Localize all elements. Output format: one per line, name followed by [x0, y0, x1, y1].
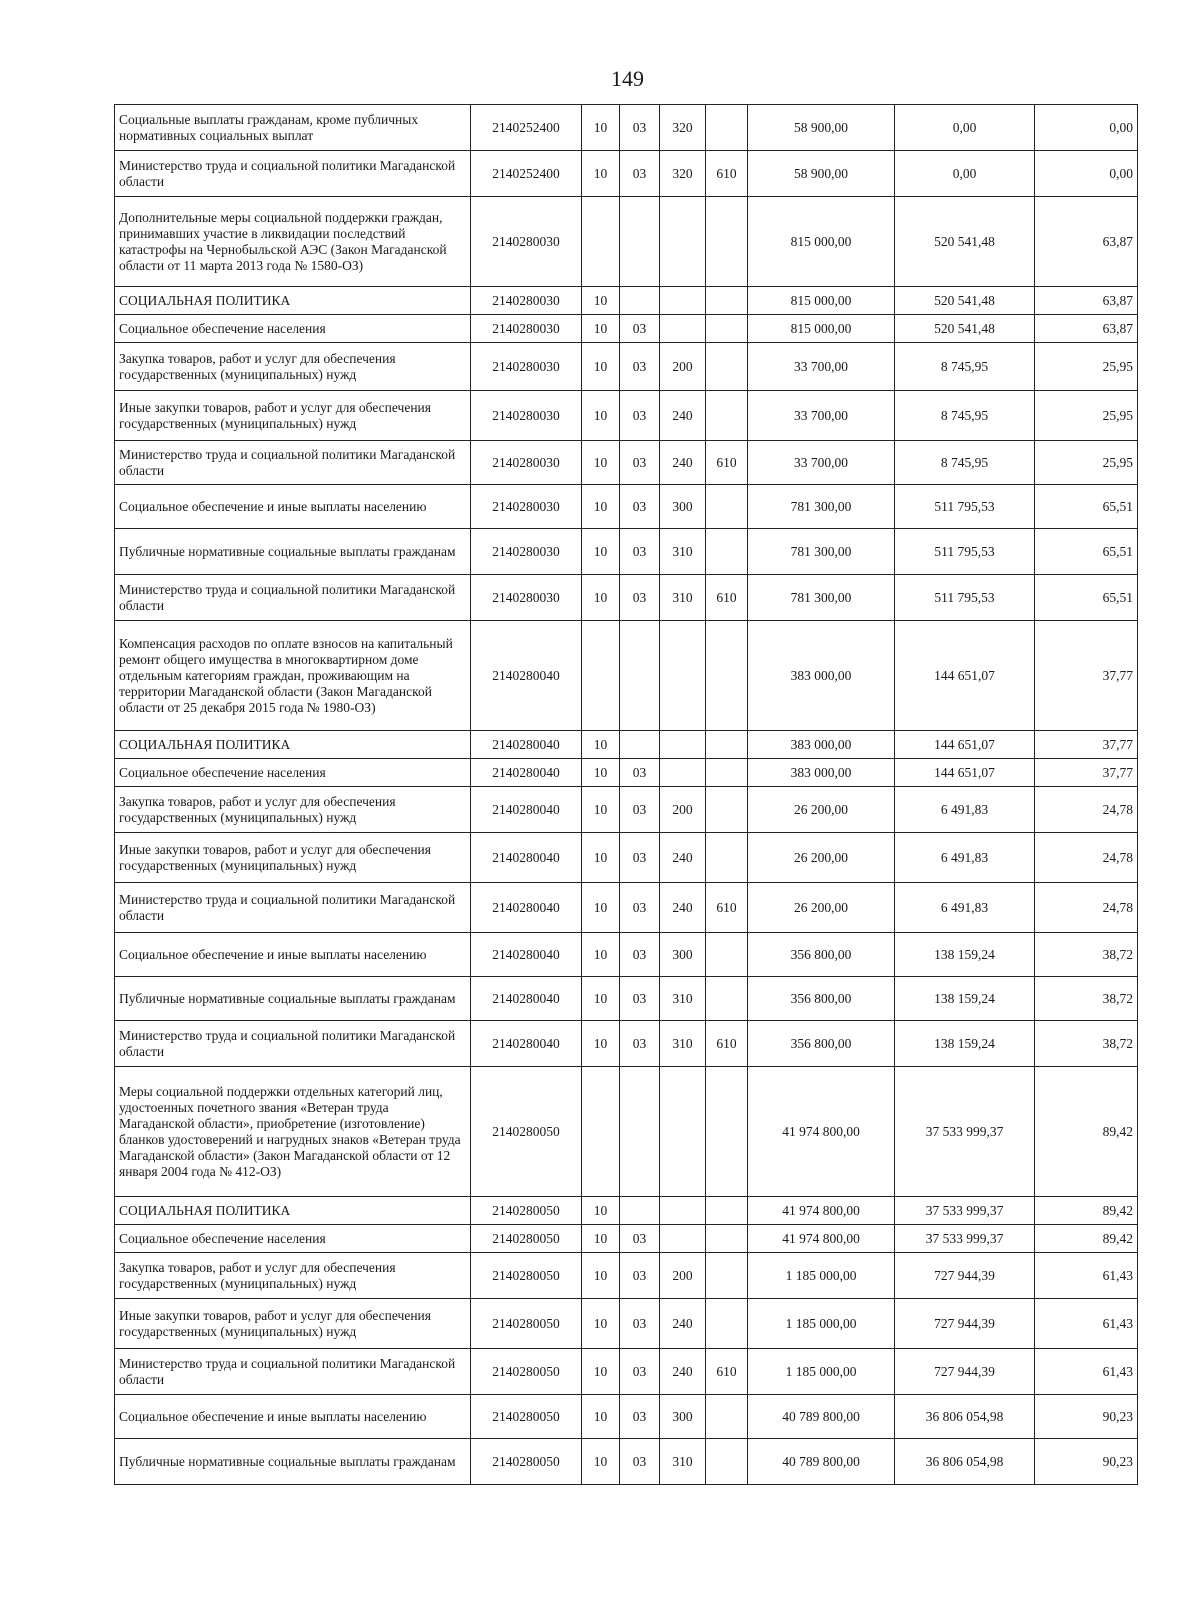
row-code-cell: 2140280040: [471, 933, 582, 977]
row-name-cell: Иные закупки товаров, работ и услуг для обеспечения государственных (муниципальных) нужд: [115, 833, 471, 883]
row-section-cell: 10: [582, 1021, 620, 1067]
row-code-cell: 2140280030: [471, 485, 582, 529]
row-subsection-cell: [620, 731, 660, 759]
row-section-cell: 10: [582, 529, 620, 575]
row-fact-cell: 520 541,48: [895, 197, 1035, 287]
row-percent-cell: 65,51: [1035, 485, 1138, 529]
row-subsection-cell: 03: [620, 833, 660, 883]
row-section-cell: 10: [582, 315, 620, 343]
table-row: [115, 151, 1138, 197]
row-section-cell: [582, 621, 620, 731]
row-plan-cell: 356 800,00: [748, 933, 895, 977]
row-percent-cell: 38,72: [1035, 933, 1138, 977]
table-row: [115, 1021, 1138, 1067]
row-percent-cell: 63,87: [1035, 197, 1138, 287]
row-code-cell: 2140280030: [471, 315, 582, 343]
row-kvr-cell: 200: [660, 343, 706, 391]
table-row: [115, 933, 1138, 977]
row-percent-cell: 0,00: [1035, 151, 1138, 197]
row-subsection-cell: [620, 287, 660, 315]
row-kvr-cell: [660, 731, 706, 759]
table-row: [115, 1197, 1138, 1225]
table-row: [115, 529, 1138, 575]
row-percent-cell: 61,43: [1035, 1253, 1138, 1299]
row-kvr-cell: 310: [660, 529, 706, 575]
row-section-cell: 10: [582, 787, 620, 833]
row-fact-cell: 727 944,39: [895, 1349, 1035, 1395]
table-row: [115, 1067, 1138, 1197]
row-kvr-cell: [660, 1225, 706, 1253]
row-name-cell: Дополнительные меры социальной поддержки граждан, принимавших участие в ликвидации последствий катастрофы на Чернобыльской АЭС (Закон Магаданской области от 11 марта 2013 года № 1580-ОЗ): [115, 197, 471, 287]
row-subsection-cell: 03: [620, 977, 660, 1021]
row-subsection-cell: 03: [620, 151, 660, 197]
row-kvr-cell: [660, 759, 706, 787]
row-code-cell: 2140280040: [471, 977, 582, 1021]
row-code-cell: 2140280040: [471, 759, 582, 787]
row-percent-cell: 63,87: [1035, 287, 1138, 315]
row-plan-cell: 58 900,00: [748, 105, 895, 151]
row-kvsr-cell: 610: [706, 1021, 748, 1067]
row-percent-cell: 38,72: [1035, 1021, 1138, 1067]
table-row: [115, 731, 1138, 759]
table-row: [115, 391, 1138, 441]
row-percent-cell: 63,87: [1035, 315, 1138, 343]
row-name-cell: Иные закупки товаров, работ и услуг для обеспечения государственных (муниципальных) нужд: [115, 391, 471, 441]
row-code-cell: 2140280050: [471, 1197, 582, 1225]
row-fact-cell: 511 795,53: [895, 485, 1035, 529]
row-section-cell: 10: [582, 731, 620, 759]
row-name-cell: Социальное обеспечение населения: [115, 315, 471, 343]
page-number: 149: [611, 66, 644, 91]
row-kvr-cell: [660, 315, 706, 343]
row-kvr-cell: 320: [660, 151, 706, 197]
row-kvsr-cell: [706, 287, 748, 315]
row-kvsr-cell: 610: [706, 575, 748, 621]
table-row: [115, 1395, 1138, 1439]
row-kvsr-cell: [706, 787, 748, 833]
row-fact-cell: 727 944,39: [895, 1253, 1035, 1299]
row-subsection-cell: [620, 197, 660, 287]
row-percent-cell: 0,00: [1035, 105, 1138, 151]
row-fact-cell: 511 795,53: [895, 529, 1035, 575]
row-subsection-cell: 03: [620, 933, 660, 977]
row-section-cell: 10: [582, 105, 620, 151]
row-percent-cell: 25,95: [1035, 441, 1138, 485]
row-section-cell: 10: [582, 977, 620, 1021]
row-name-cell: Министерство труда и социальной политики Магаданской области: [115, 151, 471, 197]
row-code-cell: 2140280030: [471, 343, 582, 391]
row-name-cell: Социальное обеспечение населения: [115, 1225, 471, 1253]
row-percent-cell: 24,78: [1035, 883, 1138, 933]
row-percent-cell: 37,77: [1035, 759, 1138, 787]
row-fact-cell: 0,00: [895, 105, 1035, 151]
row-fact-cell: 37 533 999,37: [895, 1067, 1035, 1197]
row-name-cell: Министерство труда и социальной политики Магаданской области: [115, 441, 471, 485]
row-code-cell: 2140280030: [471, 391, 582, 441]
row-name-cell: Министерство труда и социальной политики Магаданской области: [115, 883, 471, 933]
row-kvsr-cell: [706, 343, 748, 391]
row-plan-cell: 41 974 800,00: [748, 1197, 895, 1225]
row-kvsr-cell: [706, 485, 748, 529]
row-name-cell: Социальное обеспечение и иные выплаты населению: [115, 933, 471, 977]
row-percent-cell: 24,78: [1035, 787, 1138, 833]
row-subsection-cell: 03: [620, 787, 660, 833]
row-plan-cell: 26 200,00: [748, 833, 895, 883]
row-subsection-cell: 03: [620, 441, 660, 485]
table-row: [115, 833, 1138, 883]
row-kvr-cell: 300: [660, 485, 706, 529]
row-subsection-cell: 03: [620, 1253, 660, 1299]
row-kvr-cell: 240: [660, 883, 706, 933]
row-percent-cell: 38,72: [1035, 977, 1138, 1021]
row-kvsr-cell: 610: [706, 441, 748, 485]
row-name-cell: Закупка товаров, работ и услуг для обеспечения государственных (муниципальных) нужд: [115, 1253, 471, 1299]
row-section-cell: 10: [582, 1349, 620, 1395]
row-plan-cell: 41 974 800,00: [748, 1225, 895, 1253]
row-kvr-cell: 240: [660, 1349, 706, 1395]
budget-table: [114, 104, 1138, 1485]
table-row: [115, 197, 1138, 287]
row-fact-cell: 144 651,07: [895, 731, 1035, 759]
row-kvr-cell: 310: [660, 977, 706, 1021]
row-name-cell: Меры социальной поддержки отдельных категорий лиц, удостоенных почетного звания «Ветеран труда Магаданской области», приобретение (изготовление) бланков удостоверений и нагрудных знаков «Ветеран труда Магаданской области» (Закон Магаданской области от 12 января 2004 года № 412-ОЗ): [115, 1067, 471, 1197]
table-row: [115, 485, 1138, 529]
row-name-cell: Компенсация расходов по оплате взносов на капитальный ремонт общего имущества в многоквартирном доме отдельным категориям граждан, проживающим на территории Магаданской области (Закон Магаданской области от 25 декабря 2015 года № 1980-ОЗ): [115, 621, 471, 731]
row-code-cell: 2140280050: [471, 1225, 582, 1253]
row-section-cell: 10: [582, 1299, 620, 1349]
row-code-cell: 2140280030: [471, 441, 582, 485]
row-plan-cell: 356 800,00: [748, 977, 895, 1021]
row-section-cell: 10: [582, 1253, 620, 1299]
row-code-cell: 2140280040: [471, 833, 582, 883]
row-percent-cell: 90,23: [1035, 1395, 1138, 1439]
row-plan-cell: 781 300,00: [748, 575, 895, 621]
table-row: [115, 287, 1138, 315]
table-row: [115, 441, 1138, 485]
row-plan-cell: 40 789 800,00: [748, 1439, 895, 1485]
row-kvsr-cell: [706, 1067, 748, 1197]
row-percent-cell: 65,51: [1035, 529, 1138, 575]
row-kvsr-cell: [706, 391, 748, 441]
row-plan-cell: 383 000,00: [748, 731, 895, 759]
row-subsection-cell: 03: [620, 759, 660, 787]
row-subsection-cell: 03: [620, 1349, 660, 1395]
row-plan-cell: 356 800,00: [748, 1021, 895, 1067]
row-name-cell: Социальные выплаты гражданам, кроме публичных нормативных социальных выплат: [115, 105, 471, 151]
row-subsection-cell: 03: [620, 529, 660, 575]
row-fact-cell: 138 159,24: [895, 1021, 1035, 1067]
row-plan-cell: 26 200,00: [748, 787, 895, 833]
row-kvsr-cell: [706, 731, 748, 759]
table-row: [115, 575, 1138, 621]
row-code-cell: 2140280030: [471, 287, 582, 315]
row-plan-cell: 58 900,00: [748, 151, 895, 197]
row-name-cell: Министерство труда и социальной политики Магаданской области: [115, 1349, 471, 1395]
row-fact-cell: 520 541,48: [895, 315, 1035, 343]
row-fact-cell: 6 491,83: [895, 833, 1035, 883]
table-row: [115, 787, 1138, 833]
row-plan-cell: 383 000,00: [748, 759, 895, 787]
row-section-cell: 10: [582, 1225, 620, 1253]
row-fact-cell: 8 745,95: [895, 441, 1035, 485]
row-fact-cell: 138 159,24: [895, 977, 1035, 1021]
row-section-cell: 10: [582, 759, 620, 787]
row-section-cell: 10: [582, 391, 620, 441]
row-name-cell: Социальное обеспечение населения: [115, 759, 471, 787]
table-body: [115, 105, 1138, 1485]
table-row: [115, 883, 1138, 933]
row-kvr-cell: 200: [660, 1253, 706, 1299]
row-fact-cell: 138 159,24: [895, 933, 1035, 977]
table-row: [115, 759, 1138, 787]
row-percent-cell: 89,42: [1035, 1225, 1138, 1253]
table-row: [115, 343, 1138, 391]
row-fact-cell: 36 806 054,98: [895, 1439, 1035, 1485]
row-percent-cell: 61,43: [1035, 1349, 1138, 1395]
row-kvr-cell: 310: [660, 1439, 706, 1485]
row-section-cell: 10: [582, 343, 620, 391]
row-code-cell: 2140280030: [471, 575, 582, 621]
row-fact-cell: 8 745,95: [895, 391, 1035, 441]
row-subsection-cell: [620, 621, 660, 731]
row-kvr-cell: 240: [660, 833, 706, 883]
row-kvr-cell: 240: [660, 1299, 706, 1349]
row-kvsr-cell: [706, 529, 748, 575]
row-kvr-cell: [660, 287, 706, 315]
row-fact-cell: 144 651,07: [895, 621, 1035, 731]
row-code-cell: 2140280050: [471, 1253, 582, 1299]
row-fact-cell: 511 795,53: [895, 575, 1035, 621]
row-percent-cell: 37,77: [1035, 731, 1138, 759]
row-kvr-cell: 310: [660, 1021, 706, 1067]
row-plan-cell: 815 000,00: [748, 287, 895, 315]
row-kvsr-cell: [706, 933, 748, 977]
row-kvsr-cell: [706, 1299, 748, 1349]
row-name-cell: Закупка товаров, работ и услуг для обеспечения государственных (муниципальных) нужд: [115, 343, 471, 391]
table-row: [115, 977, 1138, 1021]
row-subsection-cell: [620, 1067, 660, 1197]
row-kvr-cell: [660, 621, 706, 731]
row-kvsr-cell: [706, 315, 748, 343]
row-plan-cell: 33 700,00: [748, 343, 895, 391]
row-kvr-cell: 320: [660, 105, 706, 151]
row-plan-cell: 41 974 800,00: [748, 1067, 895, 1197]
row-name-cell: Публичные нормативные социальные выплаты гражданам: [115, 977, 471, 1021]
row-fact-cell: 8 745,95: [895, 343, 1035, 391]
row-percent-cell: 65,51: [1035, 575, 1138, 621]
row-plan-cell: 26 200,00: [748, 883, 895, 933]
row-subsection-cell: 03: [620, 1225, 660, 1253]
row-section-cell: [582, 1067, 620, 1197]
row-kvr-cell: 240: [660, 391, 706, 441]
row-section-cell: 10: [582, 485, 620, 529]
row-subsection-cell: [620, 1197, 660, 1225]
row-plan-cell: 815 000,00: [748, 197, 895, 287]
row-name-cell: СОЦИАЛЬНАЯ ПОЛИТИКА: [115, 287, 471, 315]
row-code-cell: 2140280040: [471, 1021, 582, 1067]
row-percent-cell: 37,77: [1035, 621, 1138, 731]
row-code-cell: 2140280050: [471, 1067, 582, 1197]
row-fact-cell: 37 533 999,37: [895, 1197, 1035, 1225]
table-row: [115, 621, 1138, 731]
row-plan-cell: 815 000,00: [748, 315, 895, 343]
row-plan-cell: 781 300,00: [748, 485, 895, 529]
row-subsection-cell: 03: [620, 1021, 660, 1067]
row-kvr-cell: 240: [660, 441, 706, 485]
row-code-cell: 2140280040: [471, 883, 582, 933]
row-kvr-cell: 310: [660, 575, 706, 621]
row-code-cell: 2140280050: [471, 1439, 582, 1485]
row-subsection-cell: 03: [620, 485, 660, 529]
row-kvsr-cell: [706, 621, 748, 731]
row-name-cell: Публичные нормативные социальные выплаты гражданам: [115, 1439, 471, 1485]
row-fact-cell: 520 541,48: [895, 287, 1035, 315]
row-plan-cell: 40 789 800,00: [748, 1395, 895, 1439]
row-kvsr-cell: [706, 1395, 748, 1439]
table-row: [115, 1299, 1138, 1349]
row-fact-cell: 37 533 999,37: [895, 1225, 1035, 1253]
row-kvsr-cell: 610: [706, 883, 748, 933]
table-row: [115, 1253, 1138, 1299]
row-name-cell: Иные закупки товаров, работ и услуг для обеспечения государственных (муниципальных) нужд: [115, 1299, 471, 1349]
row-kvsr-cell: [706, 1225, 748, 1253]
row-percent-cell: 61,43: [1035, 1299, 1138, 1349]
row-code-cell: 2140280030: [471, 529, 582, 575]
row-fact-cell: 727 944,39: [895, 1299, 1035, 1349]
row-kvsr-cell: [706, 833, 748, 883]
row-subsection-cell: 03: [620, 1395, 660, 1439]
row-fact-cell: 144 651,07: [895, 759, 1035, 787]
row-subsection-cell: 03: [620, 1439, 660, 1485]
row-kvsr-cell: [706, 105, 748, 151]
row-kvsr-cell: [706, 977, 748, 1021]
row-plan-cell: 33 700,00: [748, 441, 895, 485]
row-fact-cell: 6 491,83: [895, 883, 1035, 933]
row-kvsr-cell: [706, 1253, 748, 1299]
row-kvsr-cell: [706, 759, 748, 787]
row-percent-cell: 90,23: [1035, 1439, 1138, 1485]
table-row: [115, 1349, 1138, 1395]
row-name-cell: Социальное обеспечение и иные выплаты населению: [115, 1395, 471, 1439]
row-code-cell: 2140280040: [471, 787, 582, 833]
row-name-cell: Министерство труда и социальной политики Магаданской области: [115, 575, 471, 621]
row-kvsr-cell: 610: [706, 1349, 748, 1395]
row-plan-cell: 781 300,00: [748, 529, 895, 575]
row-subsection-cell: 03: [620, 391, 660, 441]
row-section-cell: [582, 197, 620, 287]
row-subsection-cell: 03: [620, 105, 660, 151]
row-name-cell: Закупка товаров, работ и услуг для обеспечения государственных (муниципальных) нужд: [115, 787, 471, 833]
table-row: [115, 1439, 1138, 1485]
row-kvsr-cell: [706, 197, 748, 287]
row-section-cell: 10: [582, 1395, 620, 1439]
row-code-cell: 2140252400: [471, 105, 582, 151]
row-kvsr-cell: [706, 1197, 748, 1225]
row-subsection-cell: 03: [620, 575, 660, 621]
row-fact-cell: 6 491,83: [895, 787, 1035, 833]
row-section-cell: 10: [582, 833, 620, 883]
row-section-cell: 10: [582, 1197, 620, 1225]
row-section-cell: 10: [582, 441, 620, 485]
table-row: [115, 105, 1138, 151]
row-subsection-cell: 03: [620, 883, 660, 933]
row-plan-cell: 1 185 000,00: [748, 1299, 895, 1349]
row-percent-cell: 25,95: [1035, 343, 1138, 391]
row-section-cell: 10: [582, 151, 620, 197]
row-code-cell: 2140280050: [471, 1299, 582, 1349]
row-section-cell: 10: [582, 883, 620, 933]
table-row: [115, 1225, 1138, 1253]
row-percent-cell: 25,95: [1035, 391, 1138, 441]
row-kvr-cell: 200: [660, 787, 706, 833]
row-percent-cell: 24,78: [1035, 833, 1138, 883]
row-kvr-cell: [660, 1067, 706, 1197]
row-kvr-cell: 300: [660, 933, 706, 977]
row-fact-cell: 36 806 054,98: [895, 1395, 1035, 1439]
row-subsection-cell: 03: [620, 1299, 660, 1349]
row-plan-cell: 33 700,00: [748, 391, 895, 441]
row-fact-cell: 0,00: [895, 151, 1035, 197]
row-percent-cell: 89,42: [1035, 1197, 1138, 1225]
row-name-cell: Публичные нормативные социальные выплаты гражданам: [115, 529, 471, 575]
row-code-cell: 2140252400: [471, 151, 582, 197]
table-row: [115, 315, 1138, 343]
row-name-cell: Социальное обеспечение и иные выплаты населению: [115, 485, 471, 529]
row-name-cell: СОЦИАЛЬНАЯ ПОЛИТИКА: [115, 731, 471, 759]
row-subsection-cell: 03: [620, 315, 660, 343]
row-section-cell: 10: [582, 1439, 620, 1485]
row-code-cell: 2140280050: [471, 1395, 582, 1439]
row-code-cell: 2140280030: [471, 197, 582, 287]
row-plan-cell: 383 000,00: [748, 621, 895, 731]
row-section-cell: 10: [582, 287, 620, 315]
row-section-cell: 10: [582, 575, 620, 621]
row-subsection-cell: 03: [620, 343, 660, 391]
row-code-cell: 2140280040: [471, 731, 582, 759]
row-kvr-cell: 300: [660, 1395, 706, 1439]
row-kvsr-cell: [706, 1439, 748, 1485]
row-code-cell: 2140280050: [471, 1349, 582, 1395]
row-kvr-cell: [660, 197, 706, 287]
row-percent-cell: 89,42: [1035, 1067, 1138, 1197]
row-plan-cell: 1 185 000,00: [748, 1349, 895, 1395]
row-name-cell: СОЦИАЛЬНАЯ ПОЛИТИКА: [115, 1197, 471, 1225]
row-kvr-cell: [660, 1197, 706, 1225]
row-kvsr-cell: 610: [706, 151, 748, 197]
row-name-cell: Министерство труда и социальной политики Магаданской области: [115, 1021, 471, 1067]
row-section-cell: 10: [582, 933, 620, 977]
row-code-cell: 2140280040: [471, 621, 582, 731]
row-plan-cell: 1 185 000,00: [748, 1253, 895, 1299]
